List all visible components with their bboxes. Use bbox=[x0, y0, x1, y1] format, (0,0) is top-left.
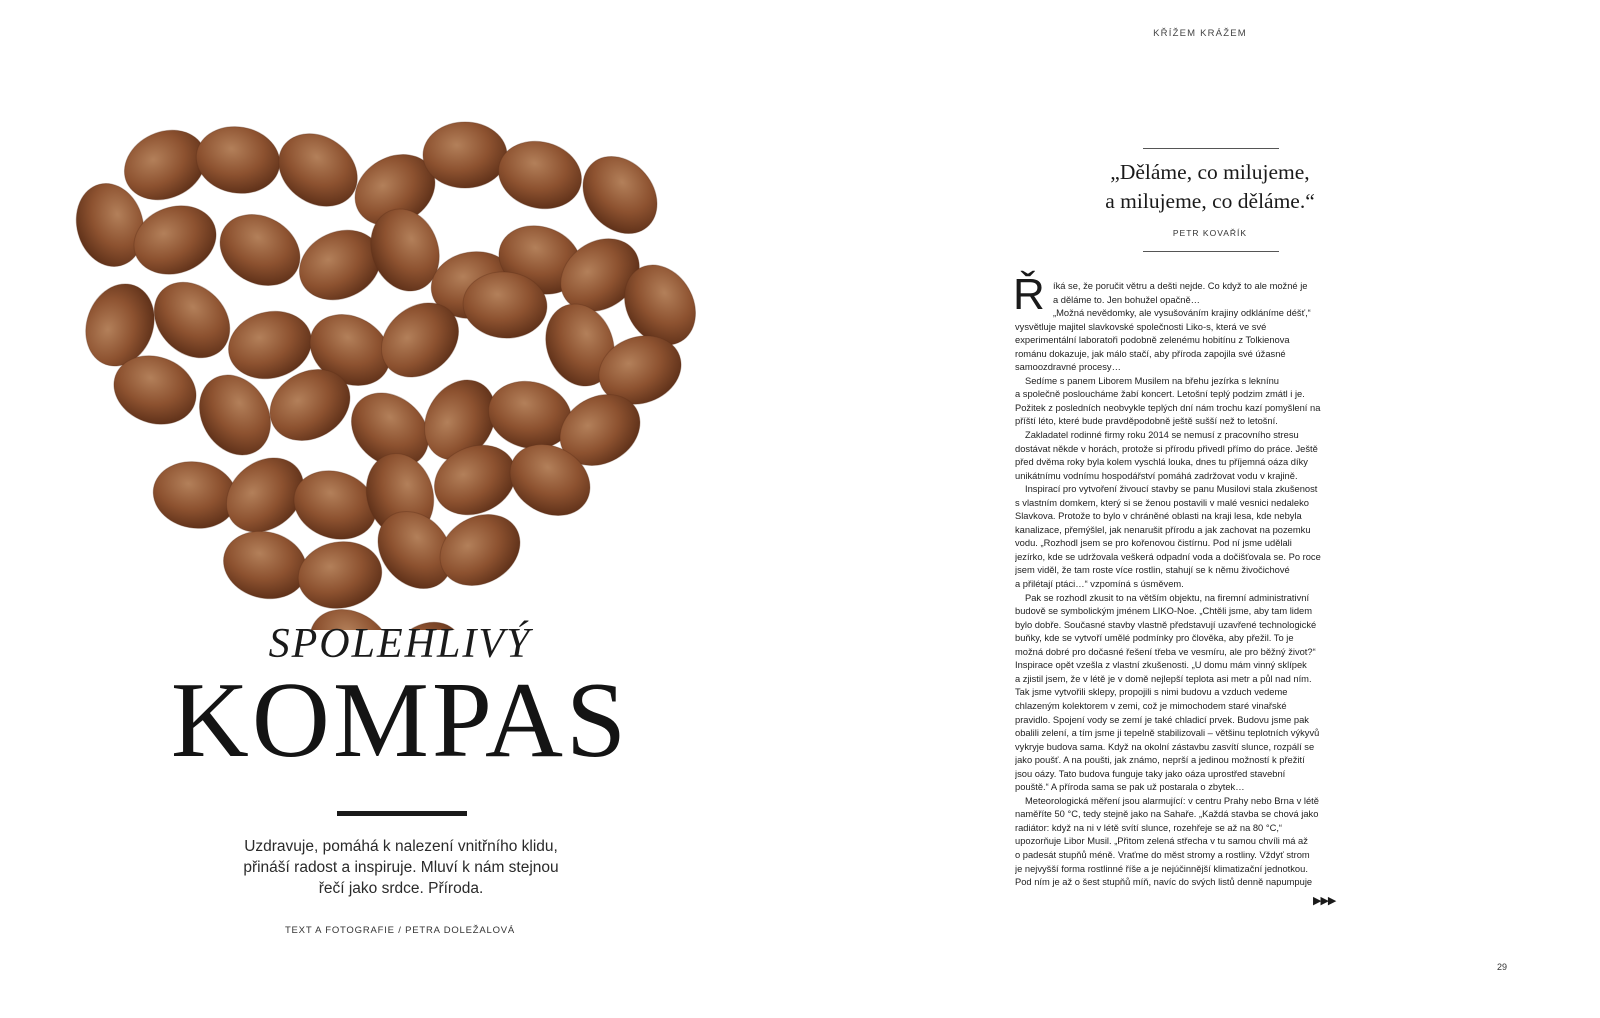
article-line: buňky, kde se vytvoří umělé podmínky pro člověka, aby přežil. To je bbox=[1015, 633, 1294, 644]
article-line: Slavkova. Protože to bylo v chráněné oblasti na kraji lesa, kde nebyla bbox=[1015, 511, 1302, 522]
almond bbox=[427, 500, 533, 599]
almond bbox=[423, 122, 507, 188]
article-line: jako poušť. A na poušti, jak známo, neprší a jedinou možností k přežití bbox=[1015, 755, 1305, 766]
continue-arrows-icon: ▶▶▶ bbox=[1313, 895, 1336, 907]
article-line: vodu. „Rozhodl jsem se pro kořenovou čistírnu. Pod ní jsme udělali bbox=[1015, 538, 1292, 549]
article-line: íká se, že poručit větru a dešti nejde. Co když to ale možné je bbox=[1053, 281, 1308, 291]
pull-quote-line: „Děláme, co milujeme, bbox=[1110, 160, 1310, 184]
article-line: jsou oázy. Tato budova funguje taky jako oáza uprostřed stavební bbox=[1015, 768, 1286, 779]
article-line: je nejvyšší forma rostlinné říše a je nejúčinnější klimatizační jednotkou. bbox=[1015, 863, 1308, 874]
article-line: pravidlo. Spojení vody se zemí je také chladicí prvek. Budovu jsme pak bbox=[1015, 714, 1309, 725]
quote-rule-top bbox=[1143, 148, 1279, 149]
article-line: budově se symbolickým jménem LIKO-Noe. „Chtěli jsme, aby tam lidem bbox=[1015, 606, 1313, 617]
almond bbox=[265, 119, 372, 221]
article-line: o padesát stupňů méně. Vraťme do měst stromy a rostliny. Vždyť strom bbox=[1015, 849, 1310, 860]
article-line: Zakladatel rodinné firmy roku 2014 se nemusí z pracovního stresu bbox=[1025, 430, 1299, 441]
article-line: Sedíme s panem Liborem Musilem na břehu jezírka s leknínu bbox=[1025, 375, 1279, 386]
article-line: radiátor: když na ni v létě svítí slunce, rozehřeje se až na 80 °C,“ bbox=[1015, 822, 1283, 833]
article-line: chlazeným kolektorem v zemi, což je mimochodem staré vinařské bbox=[1015, 700, 1287, 711]
article-line: Požitek z posledních neobvykle teplých dní nám trochu kazí pomyšlení na bbox=[1015, 402, 1321, 413]
article-line: a děláme to. Jen bohužel opačně… bbox=[1053, 294, 1201, 305]
article-line: Inspirací pro vytvoření živoucí stavby se panu Musilovi stala zkušenost bbox=[1025, 484, 1318, 495]
almond-group bbox=[67, 117, 709, 630]
almond bbox=[207, 200, 313, 299]
lede-line: řečí jako srdce. Příroda. bbox=[318, 880, 484, 897]
article-line: experimentální laboratoři podobně zelenému hobitínu z Tolkienova bbox=[1015, 335, 1290, 346]
pull-quote bbox=[1000, 158, 1420, 216]
article-line: pouště.“ A příroda sama se pak už postarala o zbytek… bbox=[1015, 782, 1245, 793]
article-line: „Možná nevědomky, ale vysušováním krajiny odkláníme déšť,“ bbox=[1053, 308, 1311, 319]
author-credit: TEXT A FOTOGRAFIE / PETRA DOLEŽALOVÁ bbox=[284, 925, 516, 936]
almond bbox=[568, 142, 673, 249]
article-line: s vlastním domkem, který si se ženou postavili v malé vesnici nedaleko bbox=[1015, 497, 1309, 508]
article-line: jsem viděl, že tam roste více rostlin, stahují se k němu živočichové bbox=[1015, 565, 1290, 576]
headline-kicker: SPOLEHLIVÝ bbox=[268, 621, 532, 667]
article-line: kanalizace, přemýšlel, jak nenarušit přírodu a jak zachovat na pozemku bbox=[1015, 524, 1311, 535]
article-line: příští léto, které bude pravděpodobně ještě sušší než to letošní. bbox=[1015, 416, 1278, 427]
article-line: samoozdravné procesy… bbox=[1015, 362, 1121, 373]
almond bbox=[191, 120, 285, 200]
article-line: Meteorologická měření jsou alarmující: v centru Prahy nebo Brna v létě bbox=[1025, 795, 1319, 806]
lede-line: přináší radost a inspiruje. Mluví k nám stejnou bbox=[243, 859, 559, 876]
article-line: bylo dobře. Současné stavby vlastně představují uzavřené technologické bbox=[1015, 619, 1317, 630]
headline: KOMPAS bbox=[170, 661, 630, 780]
quote-author: PETR KOVAŘÍK bbox=[1172, 228, 1248, 238]
article-line: Tak jsme vytvořili sklepy, propojili s nimi budovu a vzduch vedeme bbox=[1015, 687, 1288, 698]
pull-quote-line: a milujeme, co děláme.“ bbox=[1105, 189, 1315, 213]
article-line: románu dokazuje, jak málo stačí, aby příroda zapojila své úžasné bbox=[1015, 348, 1286, 359]
article-line: unikátnímu vodnímu hospodářství pomáhá zadržovat vodu v krajině. bbox=[1015, 470, 1298, 481]
almond bbox=[216, 522, 314, 607]
almond bbox=[293, 535, 387, 615]
drop-cap: Ř bbox=[1013, 270, 1045, 319]
article-line: naměříte 50 °C, tedy stejně jako na Sahaře. „Každá stavba se chová jako bbox=[1015, 809, 1319, 820]
lede-paragraph bbox=[210, 836, 592, 899]
article-line: Pak se rozhodl zkusit to na větším objektu, na firemní administrativní bbox=[1025, 592, 1310, 603]
article-line: před dvěma roky byla kolem vyschlá louka, dnes tu příjemná oáza díky bbox=[1015, 457, 1308, 468]
right-page bbox=[800, 0, 1600, 1018]
article-line: a zjistil jsem, že v létě je v domě nejlepší teplota asi metr a půl nad ním. bbox=[1015, 673, 1312, 684]
quote-rule-bottom bbox=[1143, 251, 1279, 252]
article-line: upozorňuje Libor Musil. „Přitom zelená střecha v tu samou chvíli má až bbox=[1015, 836, 1308, 847]
article-line: a přilétají ptáci…“ vzpomíná s úsměvem. bbox=[1015, 579, 1184, 590]
article-line: Inspirace opět vzešla z vlastní zkušenosti. „U domu mám vinný sklípek bbox=[1015, 660, 1307, 671]
article-line: jezírko, kde se udržovala veškerá odpadní voda a dočišťovala se. Po roce bbox=[1015, 551, 1321, 562]
almond-heart-photo bbox=[60, 70, 720, 630]
article-line: dostávat někde v horách, protože si přírodu přivedl přímo do práce. Ještě bbox=[1015, 443, 1318, 454]
article-line: Pod ním je až o šest stupňů míň, navíc do svých listů denně napumpuje bbox=[1015, 877, 1313, 888]
section-label: KŘÍŽEM KRÁŽEM bbox=[1153, 28, 1247, 39]
article-line: vykryje budova sama. Když na okolní zástavbu zasvítí slunce, rozpálí se bbox=[1015, 741, 1315, 752]
page-number: 29 bbox=[1497, 962, 1508, 972]
article-line: možná dobré pro dočasné řešení třeba ve vesmíru, ale pro běžný život?“ bbox=[1015, 646, 1316, 657]
article-body bbox=[1015, 280, 1357, 890]
headline-divider bbox=[337, 811, 467, 816]
lede-line: Uzdravuje, pomáhá k nalezení vnitřního klidu, bbox=[244, 838, 558, 855]
article-line: vysvětluje majitel slavkovské společnosti Liko-s, která ve své bbox=[1015, 321, 1267, 332]
article-line: a společně posloucháme žabí koncert. Letošní teplý podzim zmátl i je. bbox=[1015, 389, 1305, 400]
article-line: obalili zelení, a tím jsme ji tepelně stabilizovali – většinu teplotních výkyvů bbox=[1015, 728, 1320, 739]
